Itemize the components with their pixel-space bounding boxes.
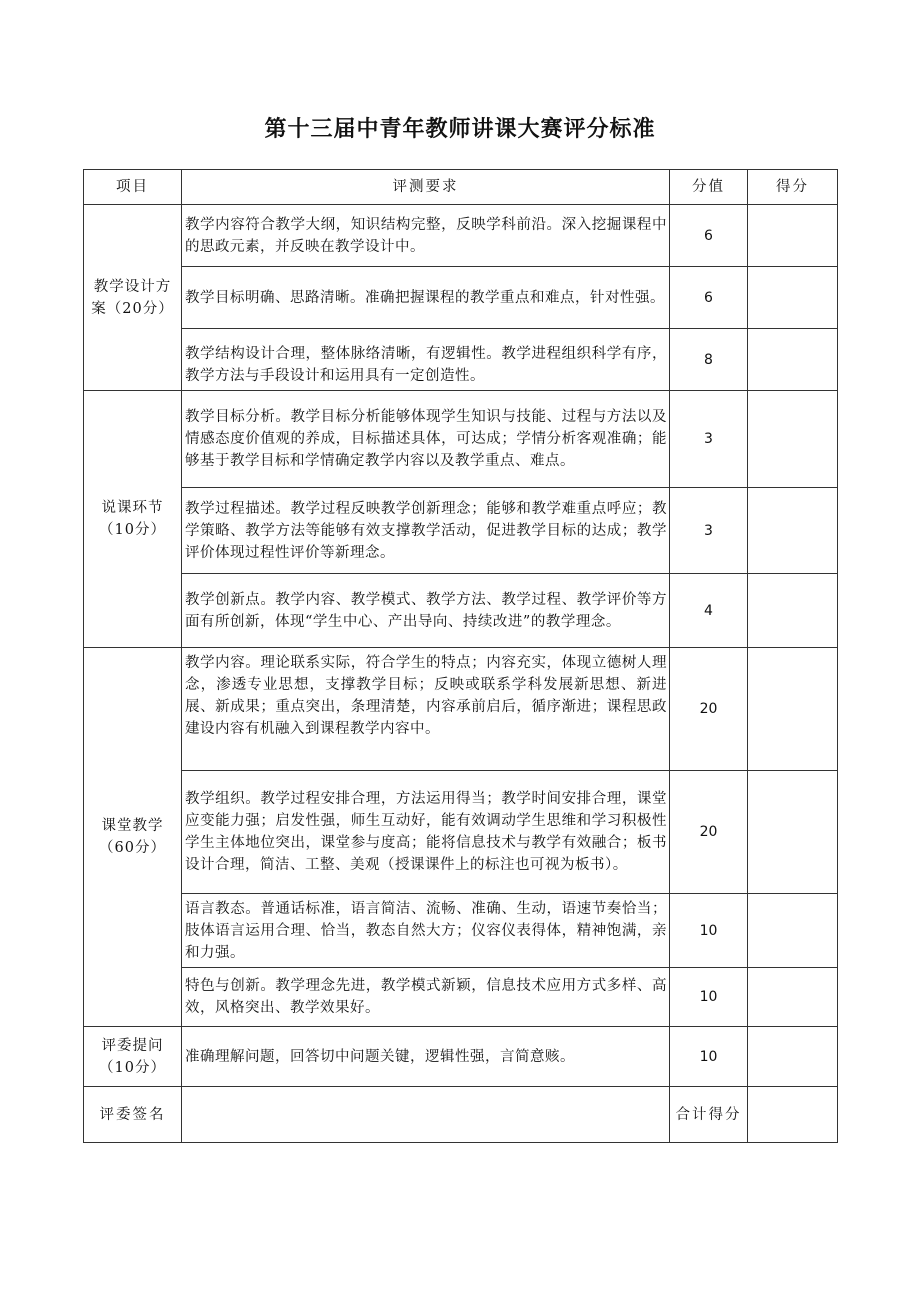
- table-row: [84, 1027, 838, 1087]
- page-title: 第十三届中青年教师讲课大赛评分标准: [264, 117, 656, 142]
- table-row: [84, 771, 838, 894]
- earned-score-cell[interactable]: [748, 968, 838, 1027]
- category-classroom: 课堂教学（60分）: [84, 648, 182, 1027]
- table-row: [84, 968, 838, 1027]
- header-earned: 得分: [748, 170, 838, 205]
- requirement-cell: 教学内容。理论联系实际，符合学生的特点；内容充实，体现立德树人理念，渗透专业思想，支撑教学目标；反映或联系学科发展新思想、新进展、新成果；重点突出，条理清楚，内容承前启后，循序渐进；课程思政建设内容有机融入到课程教学内容中。: [182, 648, 670, 771]
- requirement-cell: 教学内容符合教学大纲，知识结构完整，反映学科前沿。深入挖掘课程中的思政元素，并反映在教学设计中。: [182, 205, 670, 267]
- points-cell: 6: [670, 267, 748, 329]
- table-row: [84, 488, 838, 574]
- table-row: [84, 648, 838, 771]
- footer-row: [84, 1087, 838, 1143]
- points-cell: 10: [670, 968, 748, 1027]
- requirement-cell: 教学目标分析。教学目标分析能够体现学生知识与技能、过程与方法以及情感态度价值观的养成，目标描述具体，可达成；学情分析客观准确；能够基于教学目标和学情确定教学内容以及教学重点、难点。: [182, 391, 670, 488]
- requirement-cell: 教学过程描述。教学过程反映教学创新理念；能够和教学难重点呼应；教学策略、教学方法等能够有效支撑教学活动，促进教学目标的达成；教学评价体现过程性评价等新理念。: [182, 488, 670, 574]
- total-score-field[interactable]: [748, 1087, 838, 1143]
- points-cell: 3: [670, 488, 748, 574]
- earned-score-cell[interactable]: [748, 329, 838, 391]
- earned-score-cell[interactable]: [748, 894, 838, 968]
- category-lecture: 说课环节（10分）: [84, 391, 182, 648]
- header-item: 项目: [84, 170, 182, 205]
- earned-score-cell[interactable]: [748, 1027, 838, 1087]
- category-questions: 评委提问（10分）: [84, 1027, 182, 1087]
- requirement-cell: 教学目标明确、思路清晰。准确把握课程的教学重点和难点，针对性强。: [182, 267, 670, 329]
- judge-signature-field[interactable]: [182, 1087, 670, 1143]
- table-row: [84, 391, 838, 488]
- points-cell: 6: [670, 205, 748, 267]
- table-row: [84, 329, 838, 391]
- table-row: [84, 574, 838, 648]
- header-row: [84, 170, 838, 205]
- table-row: [84, 894, 838, 968]
- earned-score-cell[interactable]: [748, 488, 838, 574]
- earned-score-cell[interactable]: [748, 771, 838, 894]
- earned-score-cell[interactable]: [748, 648, 838, 771]
- points-cell: 10: [670, 894, 748, 968]
- points-cell: 20: [670, 648, 748, 771]
- header-requirement: 评测要求: [182, 170, 670, 205]
- table-row: [84, 267, 838, 329]
- requirement-cell: 准确理解问题，回答切中问题关键，逻辑性强，言简意赅。: [182, 1027, 670, 1087]
- earned-score-cell[interactable]: [748, 391, 838, 488]
- requirement-cell: 教学创新点。教学内容、教学模式、教学方法、教学过程、教学评价等方面有所创新，体现“学生中心、产出导向、持续改进”的教学理念。: [182, 574, 670, 648]
- header-points: 分值: [670, 170, 748, 205]
- requirement-cell: 教学组织。教学过程安排合理，方法运用得当；教学时间安排合理，课堂应变能力强；启发性强，师生互动好，能有效调动学生思维和学习积极性学生主体地位突出，课堂参与度高；能将信息技术与教学有效融合；板书设计合理，简洁、工整、美观（授课课件上的标注也可视为板书）。: [182, 771, 670, 894]
- points-cell: 20: [670, 771, 748, 894]
- points-cell: 8: [670, 329, 748, 391]
- points-cell: 3: [670, 391, 748, 488]
- requirement-cell: 教学结构设计合理，整体脉络清晰，有逻辑性。教学进程组织科学有序，教学方法与手段设计和运用具有一定创造性。: [182, 329, 670, 391]
- earned-score-cell[interactable]: [748, 574, 838, 648]
- earned-score-cell[interactable]: [748, 267, 838, 329]
- points-cell: 10: [670, 1027, 748, 1087]
- requirement-cell: 特色与创新。教学理念先进，教学模式新颖，信息技术应用方式多样、高效，风格突出、教学效果好。: [182, 968, 670, 1027]
- scoring-table: [83, 169, 838, 1143]
- earned-score-cell[interactable]: [748, 205, 838, 267]
- total-score-label: 合计得分: [670, 1087, 748, 1143]
- category-design: 教学设计方案（20分）: [84, 205, 182, 391]
- requirement-cell: 语言教态。普通话标准，语言简洁、流畅、准确、生动，语速节奏恰当；肢体语言运用合理、恰当，教态自然大方；仪容仪表得体，精神饱满，亲和力强。: [182, 894, 670, 968]
- judge-signature-label: 评委签名: [84, 1087, 182, 1143]
- table-row: [84, 205, 838, 267]
- points-cell: 4: [670, 574, 748, 648]
